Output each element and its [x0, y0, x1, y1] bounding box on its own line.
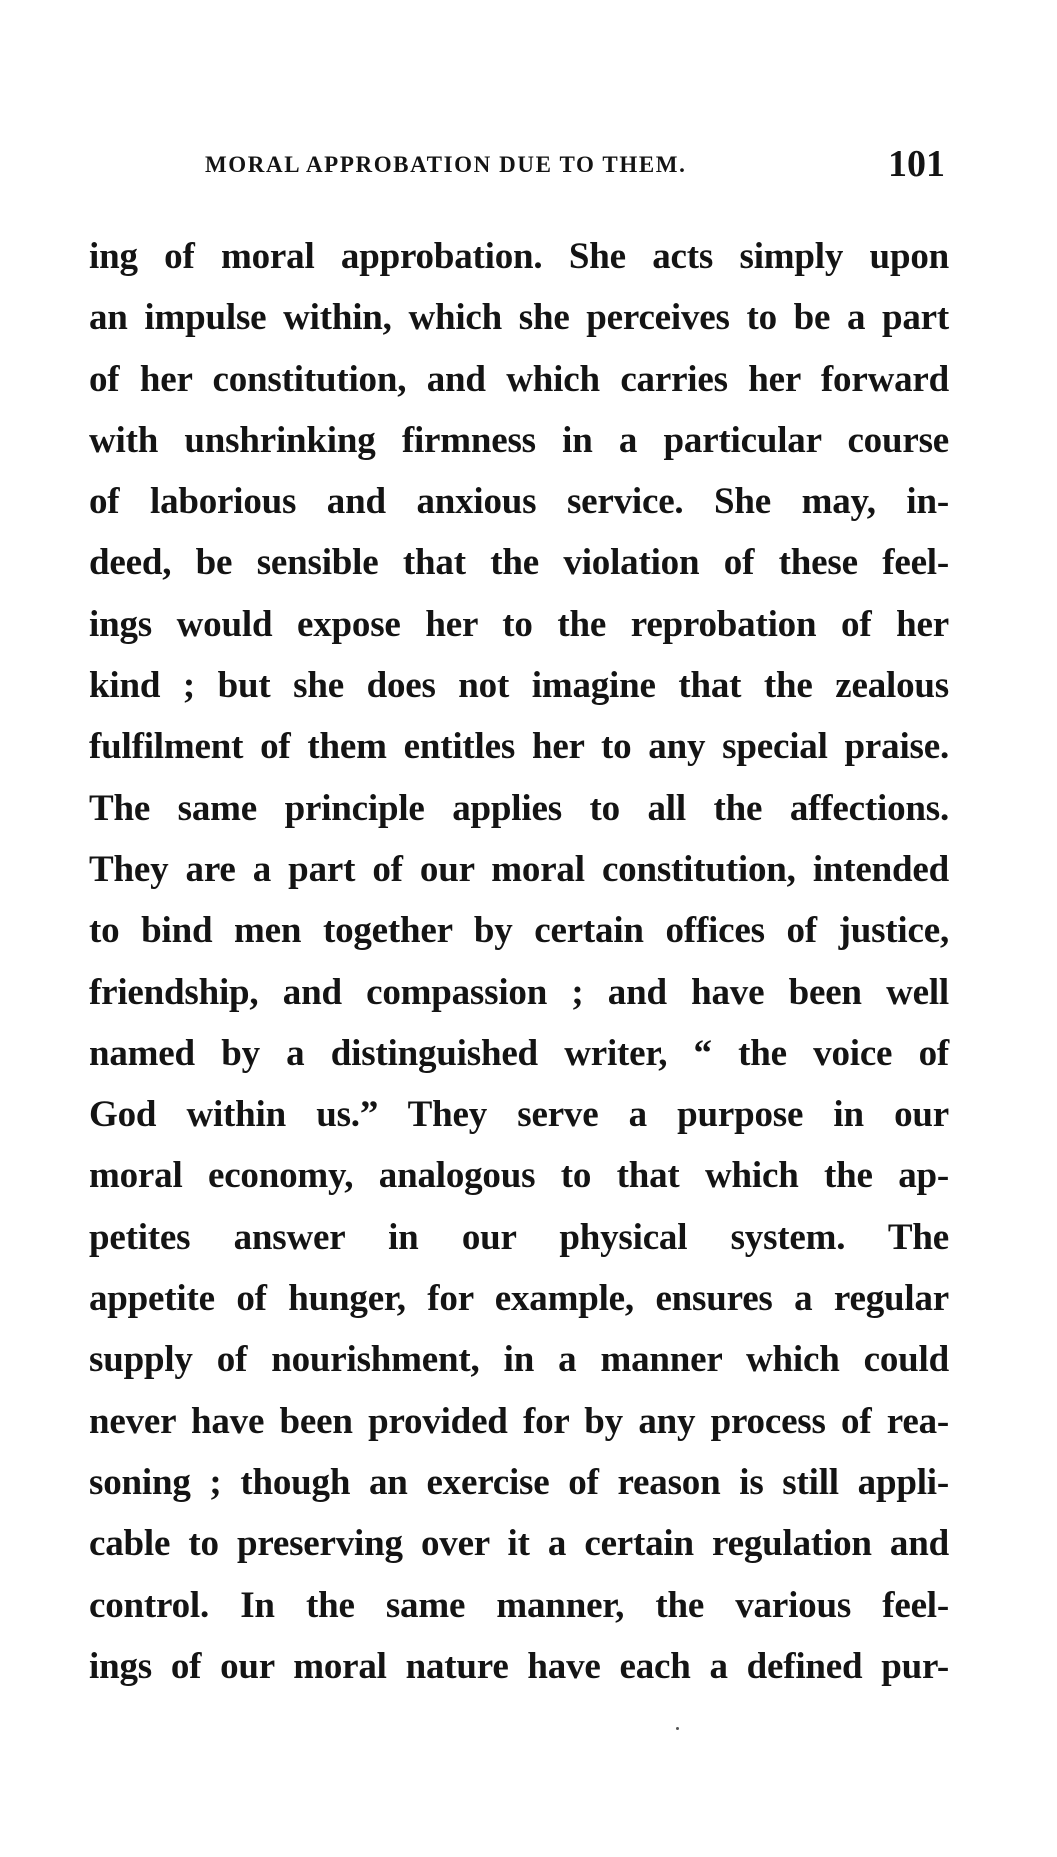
text-line: petites answer in our physical system. The: [89, 1216, 949, 1258]
text-line: control. In the same manner, the various feel-: [89, 1584, 949, 1626]
text-line: of her constitution, and which carries her forward: [89, 358, 949, 400]
text-line: kind ; but she does not imagine that the zealous: [89, 665, 949, 707]
text-line: never have been provided for by any process of rea-: [89, 1400, 949, 1442]
text-line: of laborious and anxious service. She may, in-: [89, 481, 949, 523]
text-line: deed, be sensible that the violation of these feel-: [89, 542, 949, 584]
text-line: cable to preserving over it a certain regulation and: [89, 1523, 949, 1565]
body-text: [89, 226, 949, 1697]
text-line: ings of our moral nature have each a defined pur-: [89, 1645, 949, 1687]
text-line: soning ; though an exercise of reason is still appli-: [89, 1461, 949, 1503]
text-line: ings would expose her to the reprobation of her: [89, 603, 949, 645]
text-line: supply of nourishment, in a manner which could: [89, 1339, 949, 1381]
text-line: They are a part of our moral constitution, intended: [89, 848, 949, 890]
text-line: to bind men together by certain offices of justice,: [89, 910, 949, 952]
ink-speck: [676, 1727, 679, 1730]
text-line: an impulse within, which she perceives to be a part: [89, 297, 949, 339]
text-line: appetite of hunger, for example, ensures a regular: [89, 1278, 949, 1320]
text-line: God within us.” They serve a purpose in our: [89, 1094, 949, 1136]
running-title: MORAL APPROBATION DUE TO THEM.: [205, 152, 687, 177]
running-head: [205, 142, 945, 192]
text-line: friendship, and compassion ; and have been well: [89, 971, 949, 1013]
text-line: The same principle applies to all the affections.: [89, 787, 949, 829]
page-number: 101: [888, 143, 945, 185]
text-line: named by a distinguished writer, “ the voice of: [89, 1032, 949, 1074]
text-line: ing of moral approbation. She acts simply upon: [89, 236, 949, 277]
text-line: with unshrinking firmness in a particular course: [89, 419, 949, 461]
text-line: fulfilment of them entitles her to any special praise.: [89, 726, 949, 768]
text-line: moral economy, analogous to that which the ap-: [89, 1155, 949, 1197]
